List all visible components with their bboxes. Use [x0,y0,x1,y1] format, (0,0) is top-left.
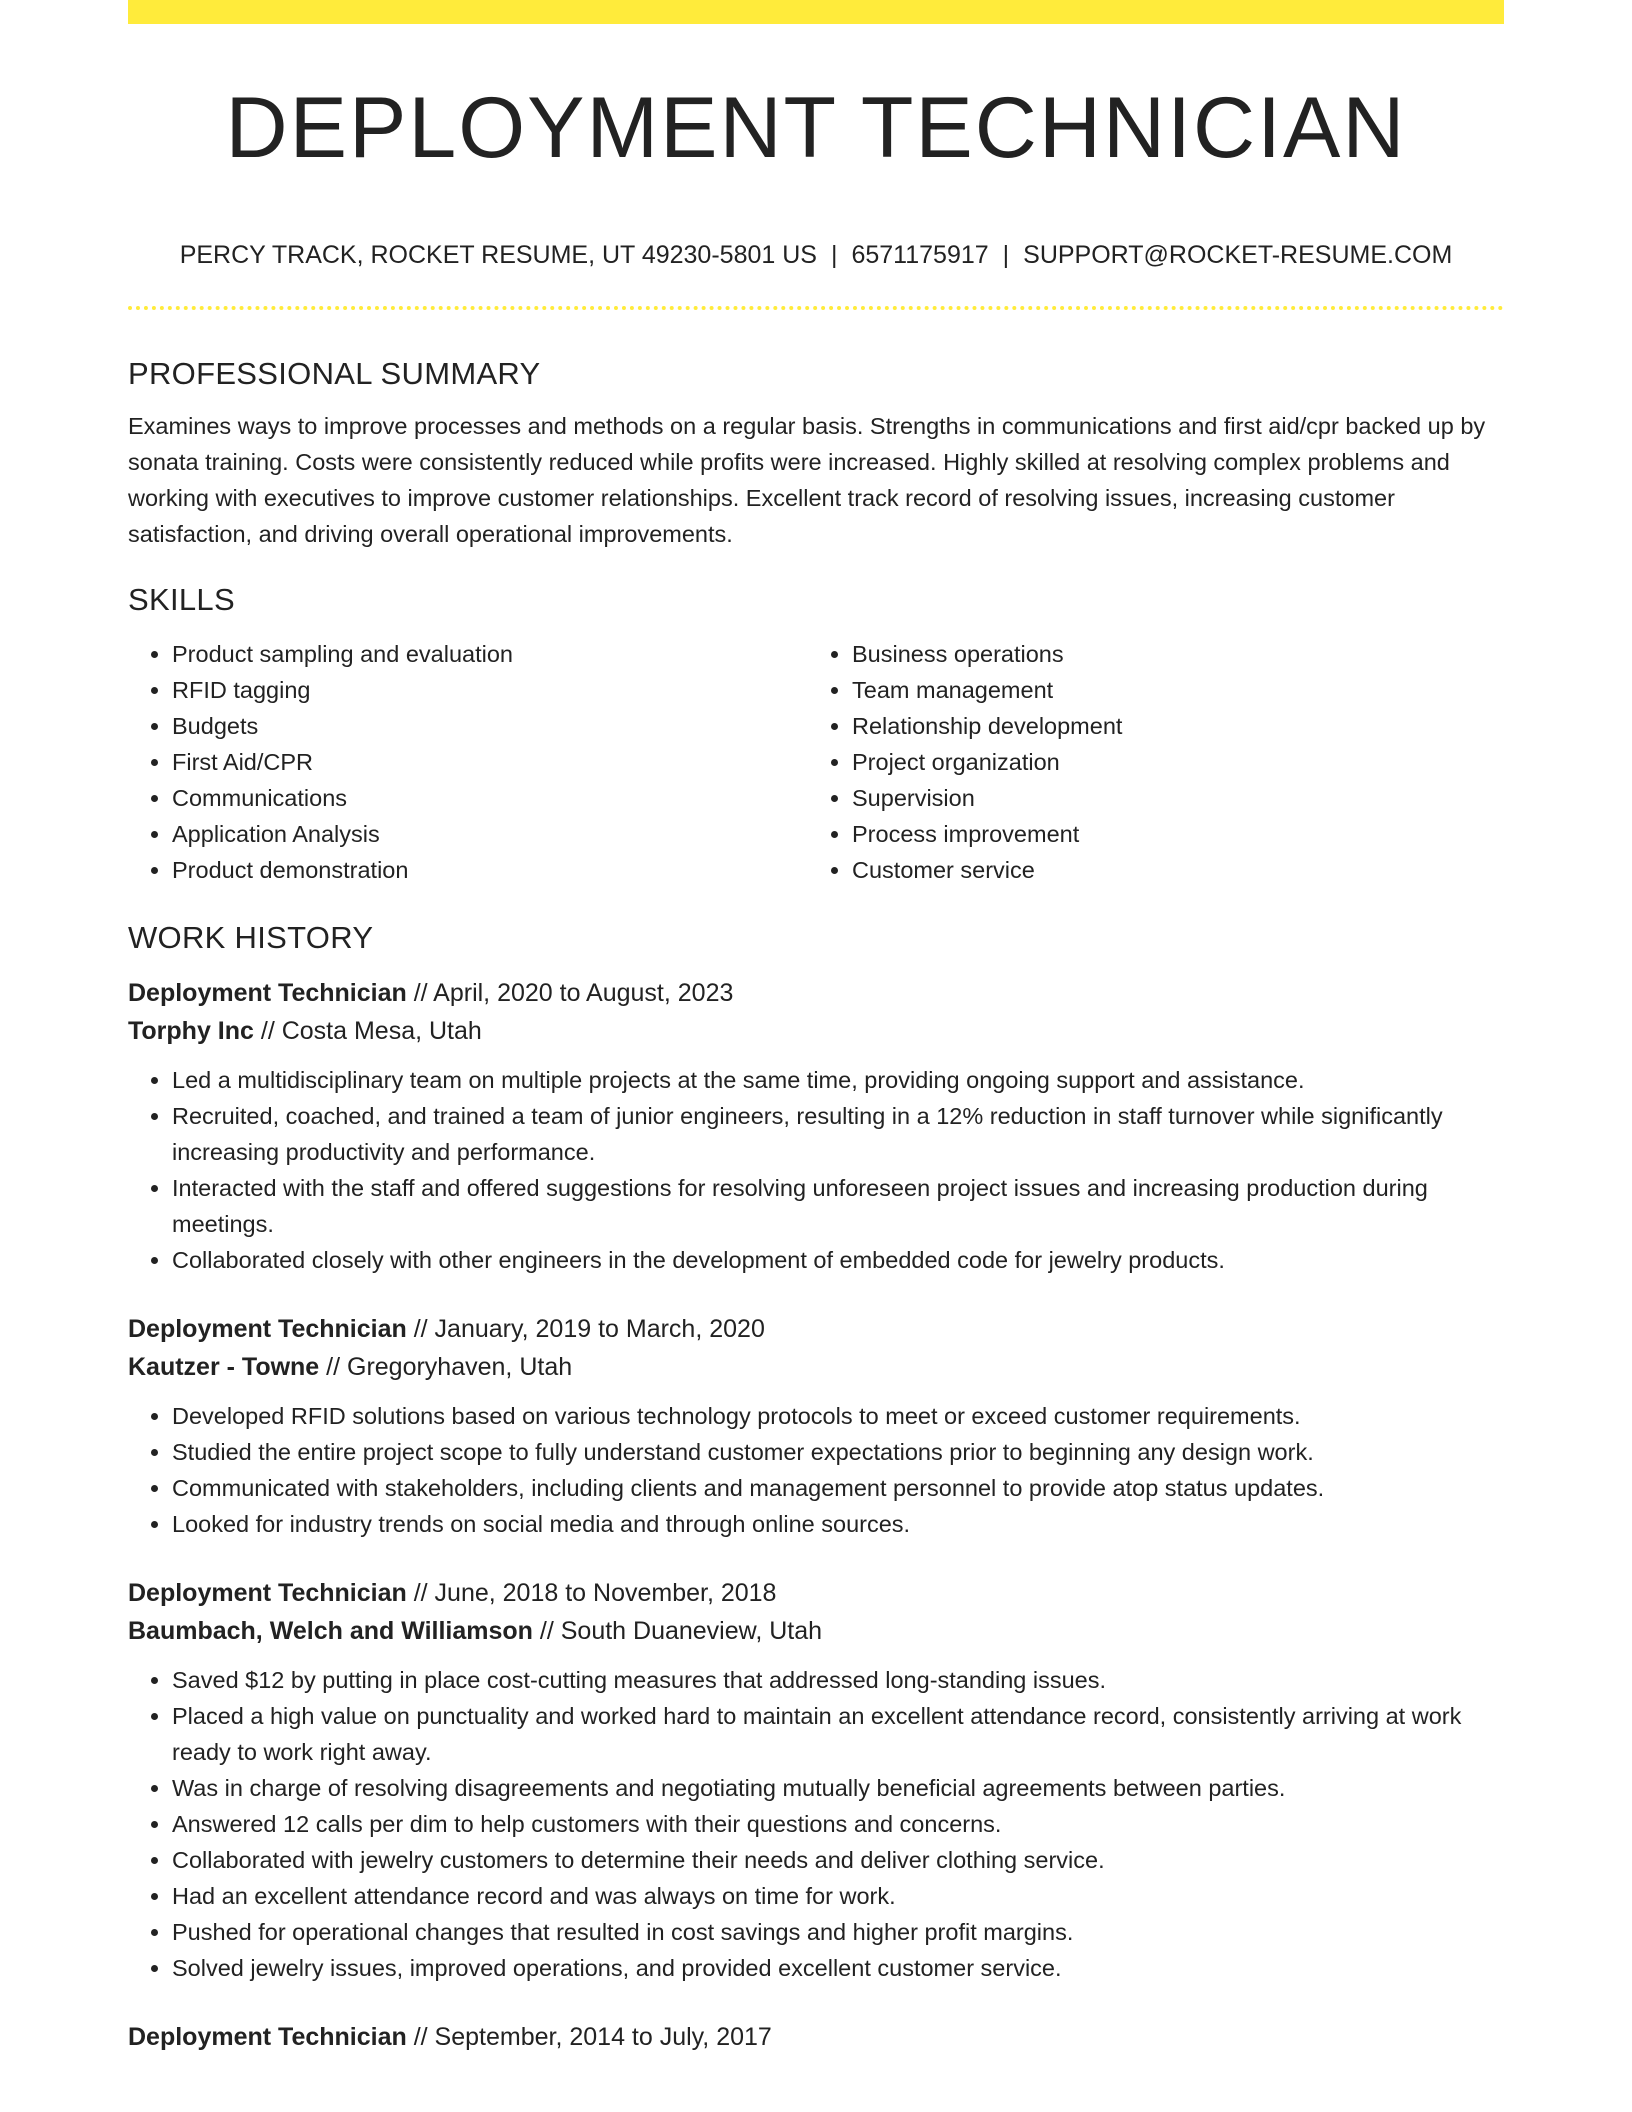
job-title: Deployment Technician [128,2023,407,2051]
skill-item: • Supervision [852,780,1488,816]
job-company-line [128,1348,1504,1386]
job-bullet: • Saved $12 by putting in place cost-cutting measures that addressed long-standing issues. [172,1662,1504,1698]
job-bullet: • Solved jewelry issues, improved operations, and provided excellent customer service. [172,1950,1504,1986]
job-bullet: • Looked for industry trends on social media and through online sources. [172,1506,1504,1542]
job-entry [128,974,1504,1278]
section-heading: SKILLS [128,582,235,617]
job-company: Baumbach, Welch and Williamson [128,1617,533,1645]
job-dates: // January, 2019 to March, 2020 [406,1315,765,1343]
skill-item: • Customer service [852,852,1488,888]
job-location: // South Duaneview, Utah [532,1617,823,1645]
skill-item: • Product sampling and evaluation [172,636,808,672]
skill-item: • RFID tagging [172,672,808,708]
job-bullet: • Interacted with the staff and offered suggestions for resolving unforeseen project issues and increasing production during meetings. [172,1170,1504,1242]
skill-item: • Process improvement [852,816,1488,852]
job-title: Deployment Technician [128,1579,407,1607]
job-bullets [128,1662,1504,1986]
contact-line [128,238,1504,272]
job-bullet: • Studied the entire project scope to fully understand customer expectations prior to beginning any design work. [172,1434,1504,1470]
job-title-line [128,2018,1504,2056]
skills-list-left [128,636,808,888]
job-company: Kautzer - Towne [128,1353,320,1381]
job-bullet: • Answered 12 calls per dim to help customers with their questions and concerns. [172,1806,1504,1842]
job-title-line [128,1310,1504,1348]
skills-list-right [808,636,1488,888]
job-bullet: • Pushed for operational changes that resulted in cost savings and higher profit margins. [172,1914,1504,1950]
contact-separator: | [830,241,838,269]
job-bullets [128,1062,1504,1278]
summary-text: Examines ways to improve processes and methods on a regular basis. Strengths in communications and first aid/cpr backed up by sonata training. Costs were consistently reduced while profits were increased. Highly skilled at resolving complex problems and working with executives to improve customer relationships. Excellent track record of resolving issues, increasing customer satisfaction, and driving overall operational improvements. [128,413,1486,547]
contact-address: PERCY TRACK, ROCKET RESUME, UT 49230-5801 US [179,241,817,269]
job-bullet: • Communicated with stakeholders, including clients and management personnel to provide atop status updates. [172,1470,1504,1506]
skills-section [128,578,1504,888]
job-entry [128,1574,1504,1986]
skill-item: • Team management [852,672,1488,708]
job-bullet: • Collaborated with jewelry customers to determine their needs and deliver clothing service. [172,1842,1504,1878]
section-heading: WORK HISTORY [128,920,374,955]
job-title-line [128,1574,1504,1612]
job-bullet: • Placed a high value on punctuality and worked hard to maintain an excellent attendance record, consistently arriving at work ready to work right away. [172,1698,1504,1770]
contact-separator: | [1002,241,1010,269]
contact-email: SUPPORT@ROCKET-RESUME.COM [1023,241,1453,269]
accent-top-bar [128,0,1504,24]
job-location: // Costa Mesa, Utah [253,1017,482,1045]
job-bullet: • Developed RFID solutions based on various technology protocols to meet or exceed customer requirements. [172,1398,1504,1434]
skill-item: • Communications [172,780,808,816]
job-bullet: • Collaborated closely with other engineers in the development of embedded code for jewelry products. [172,1242,1504,1278]
job-dates: // September, 2014 to July, 2017 [406,2023,772,2051]
job-title: Deployment Technician [128,1315,407,1343]
skill-item: • Relationship development [852,708,1488,744]
resume-title: DEPLOYMENT TECHNICIAN [225,80,1407,176]
skill-item: • Budgets [172,708,808,744]
job-dates: // June, 2018 to November, 2018 [406,1579,777,1607]
job-location: // Gregoryhaven, Utah [319,1353,573,1381]
skill-item: • Application Analysis [172,816,808,852]
job-entry [128,2018,1504,2056]
job-bullets [128,1398,1504,1542]
job-company-line [128,1612,1504,1650]
job-company-line [128,1012,1504,1050]
job-bullet: • Had an excellent attendance record and was always on time for work. [172,1878,1504,1914]
skill-item: • Project organization [852,744,1488,780]
skill-item: • First Aid/CPR [172,744,808,780]
job-bullet: • Led a multidisciplinary team on multiple projects at the same time, providing ongoing support and assistance. [172,1062,1504,1098]
dotted-divider [128,306,1504,310]
job-bullet: • Was in charge of resolving disagreements and negotiating mutually beneficial agreements between parties. [172,1770,1504,1806]
work-history-section [128,916,1504,2056]
job-company: Torphy Inc [128,1017,254,1045]
resume-content [128,352,1504,2056]
section-heading: PROFESSIONAL SUMMARY [128,356,541,391]
skill-item: • Business operations [852,636,1488,672]
job-title: Deployment Technician [128,979,407,1007]
job-title-line [128,974,1504,1012]
skills-columns [128,636,1504,888]
skill-item: • Product demonstration [172,852,808,888]
job-entry [128,1310,1504,1542]
job-bullet: • Recruited, coached, and trained a team of junior engineers, resulting in a 12% reduction in staff turnover while significantly increasing productivity and performance. [172,1098,1504,1170]
professional-summary-section [128,352,1504,552]
job-dates: // April, 2020 to August, 2023 [406,979,734,1007]
contact-phone: 6571175917 [851,241,989,269]
